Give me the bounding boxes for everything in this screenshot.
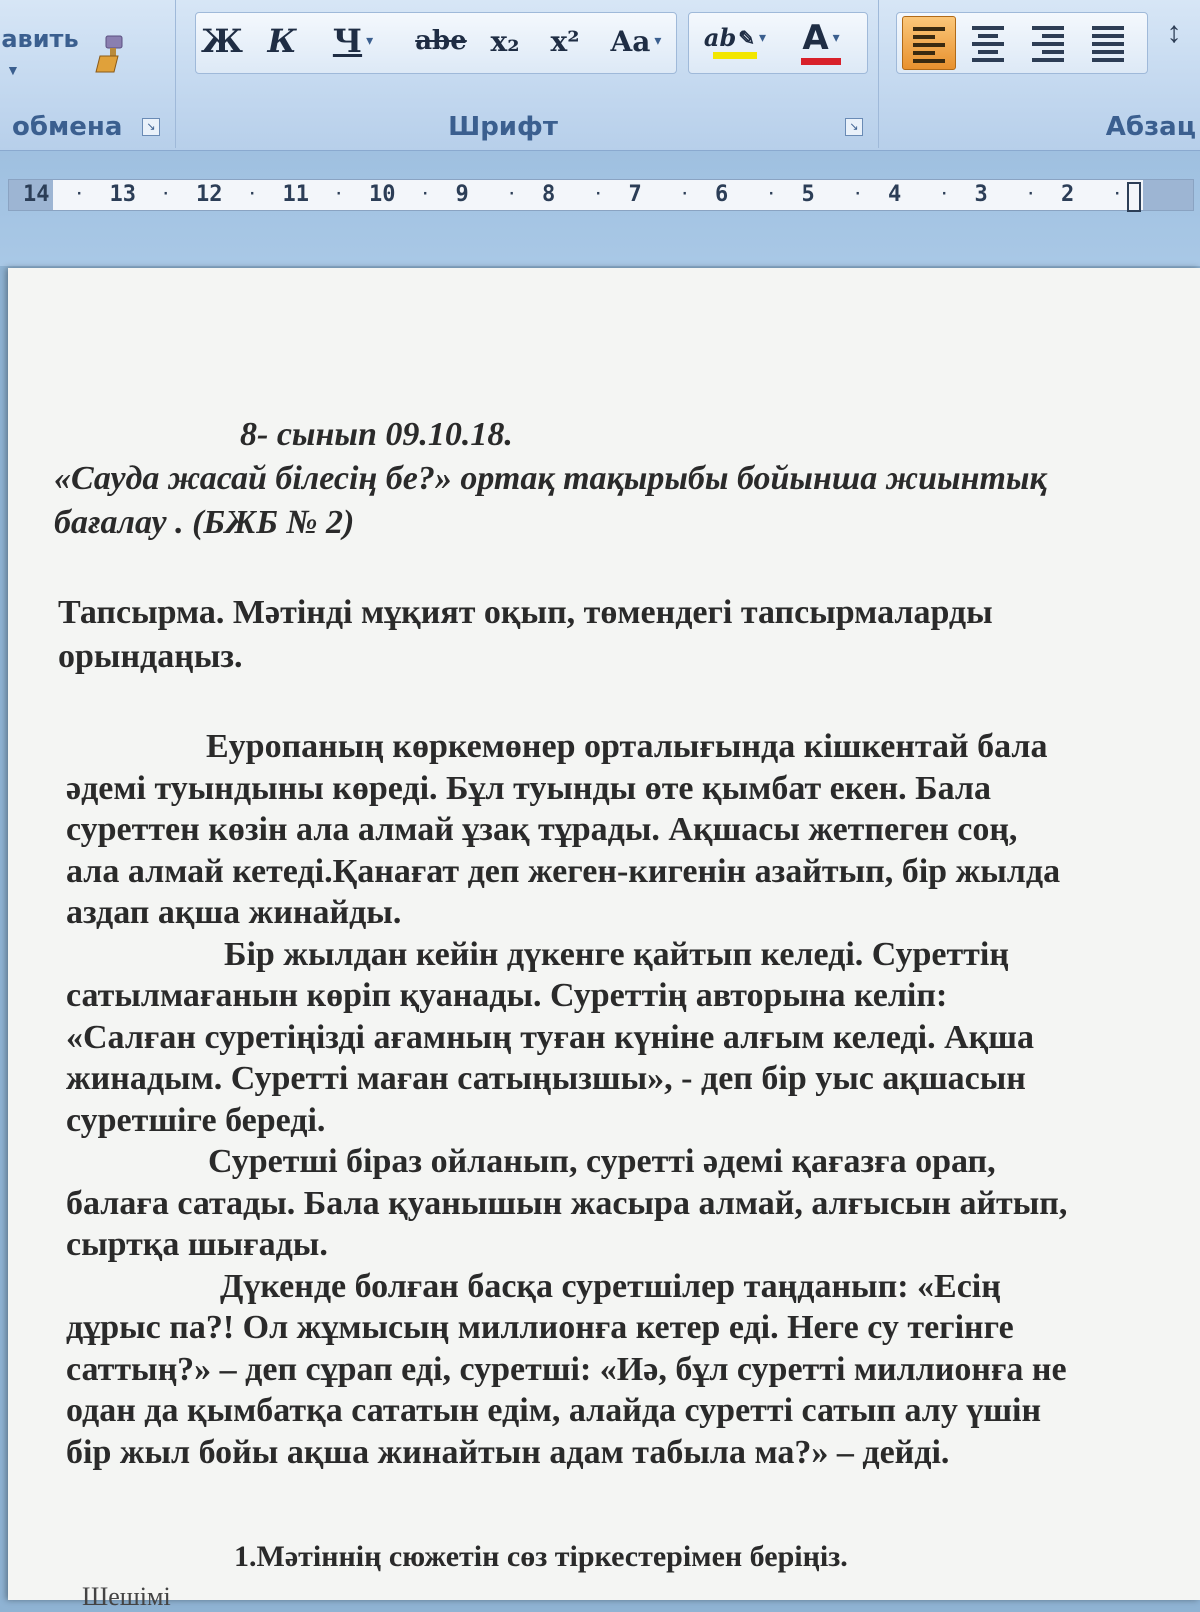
italic-button[interactable]: К: [267, 22, 297, 60]
ruler-tick-label: 12: [196, 182, 223, 207]
subscript-button[interactable]: x₂: [490, 24, 520, 58]
doc-body-line: ала алмай кетеді.Қанағат деп жеген-кигенін азайтып, бір жылда: [66, 852, 1061, 890]
doc-body-line: Бір жылдан кейін дүкенге қайтып келеді. Суреттің: [224, 935, 1009, 973]
highlight-color-swatch: [713, 52, 757, 59]
ruler-tick-label: 4: [888, 182, 902, 207]
doc-body-line: дұрыс па?! Ол жұмысың миллионға кетер еді. Неге су тегінге: [66, 1309, 1014, 1346]
ruler-tick-label: 5: [801, 182, 815, 207]
clipboard-dialog-launcher-icon[interactable]: ↘: [142, 118, 160, 136]
doc-question-1: 1.Мәтіннің сюжетін сөз тіркестерімен беріңіз.: [234, 1540, 848, 1573]
chevron-down-icon[interactable]: ▾: [366, 33, 374, 49]
ruler-minor-tick: ·: [1026, 186, 1035, 202]
ribbon: [0, 0, 1200, 151]
doc-body-line: сыртқа шығады.: [66, 1226, 328, 1263]
align-left-icon[interactable]: [902, 16, 956, 70]
font-color-label: A: [802, 17, 829, 58]
align-center-icon[interactable]: [962, 16, 1014, 68]
doc-body-line: Еуропаның көркемөнер орталығында кішкентай бала: [206, 728, 1048, 765]
ruler-minor-tick: ·: [767, 186, 776, 202]
change-case-button[interactable]: [603, 16, 669, 66]
chevron-down-icon[interactable]: ▾: [654, 33, 662, 49]
ruler-minor-tick: ·: [680, 186, 689, 202]
highlight-button[interactable]: [695, 16, 775, 66]
font-color-swatch: [801, 58, 841, 65]
line-spacing-icon[interactable]: ↕: [1166, 16, 1182, 49]
strikethrough-button[interactable]: abe: [415, 26, 467, 56]
format-painter-icon[interactable]: [92, 34, 126, 74]
highlight-label: ab: [703, 23, 737, 52]
doc-body-line: суреттен көзін ала алмай ұзақ тұрады. Ақшасы жетпеген соң,: [66, 811, 1018, 848]
doc-title-line-1: «Сауда жасай білесің бе?» ортақ тақырыбы бойынша жиынтық: [54, 460, 1047, 497]
ruler-tick-label: 10: [369, 182, 396, 207]
ruler-minor-tick: ·: [1113, 186, 1122, 202]
align-right-icon[interactable]: [1022, 16, 1074, 68]
ruler-minor-tick: ·: [248, 186, 257, 202]
ruler-margin-right: [1143, 180, 1193, 210]
doc-body-line: бір жыл бойы ақша жинайтын адам табыла ма?» – дейді.: [66, 1433, 950, 1471]
paragraph-group-label: Абзац: [1105, 112, 1196, 142]
ruler-minor-tick: ·: [334, 186, 343, 202]
ruler-tick-label: 14: [23, 182, 50, 207]
ruler-tick-label: 7: [628, 182, 642, 207]
doc-task-line-1: Тапсырма. Мәтінді мұқият оқып, төмендегі тапсырмаларды: [58, 594, 993, 631]
ruler-minor-tick: ·: [853, 186, 862, 202]
doc-body-line: «Салған суретіңізді ағамның туған күніне алғым келеді. Ақша: [66, 1018, 1034, 1056]
clipboard-group: [0, 0, 176, 148]
ruler-tick-label: 6: [715, 182, 729, 207]
highlighter-pen-icon: ✎: [738, 25, 756, 50]
paste-label: авить: [1, 25, 79, 53]
chevron-down-icon[interactable]: ▾: [759, 29, 767, 46]
doc-body-line: аздап ақша жинайды.: [66, 894, 402, 931]
clipboard-group-label: обмена: [12, 112, 123, 142]
doc-body-line: одан да қымбатқа сататын едім, алайда суретті сатып алу үшін: [66, 1392, 1042, 1429]
horizontal-ruler[interactable]: [8, 179, 1194, 211]
change-case-label: Aa: [610, 24, 651, 58]
ruler-minor-tick: ·: [421, 186, 430, 202]
font-dialog-launcher-icon[interactable]: ↘: [845, 118, 863, 136]
chevron-down-icon[interactable]: ▾: [832, 29, 840, 46]
doc-body-line: жинадым. Суретті маған сатыңызшы», - деп бір уыс ақшасын: [66, 1060, 1026, 1097]
doc-title-line-2: бағалау . (БЖБ № 2): [54, 504, 355, 541]
justify-icon[interactable]: [1082, 16, 1134, 68]
indent-marker-icon[interactable]: [1127, 182, 1141, 212]
font-group: [183, 0, 879, 148]
font-color-button[interactable]: [783, 16, 859, 66]
doc-body-line: әдемі туындыны көреді. Бұл туынды өте қымбат екен. Бала: [66, 769, 992, 807]
superscript-button[interactable]: x²: [550, 24, 580, 58]
doc-answer-label: Шешімі: [82, 1582, 171, 1611]
ruler-tick-label: 11: [282, 182, 309, 207]
document-page[interactable]: [8, 268, 1200, 1611]
ruler-minor-tick: ·: [161, 186, 170, 202]
paragraph-group: [886, 0, 1200, 148]
paste-button[interactable]: [0, 14, 80, 64]
doc-header-line: 8- сынып 09.10.18.: [240, 416, 513, 453]
doc-body-line: сатылмағанын көріп қуанады. Суреттің авторына келіп:: [66, 977, 948, 1014]
underline-label: Ч: [332, 22, 363, 60]
ruler-minor-tick: ·: [594, 186, 603, 202]
doc-body-line: Суретші біраз ойланып, суретті әдемі қағазға орап,: [208, 1143, 996, 1180]
underline-button[interactable]: [323, 16, 383, 66]
ruler-tick-label: 3: [974, 182, 988, 207]
ruler-tick-label: 13: [109, 182, 136, 207]
paste-dropdown-icon[interactable]: ▼: [6, 62, 20, 78]
doc-task-line-2: орындаңыз.: [58, 638, 243, 675]
ruler-area: [0, 151, 1200, 266]
font-group-label: Шрифт: [448, 112, 558, 142]
doc-body-line: саттың?» – деп сұрап еді, суретші: «Иә, бұл суретті миллионға не: [66, 1350, 1067, 1388]
bold-button[interactable]: Ж: [201, 22, 243, 60]
doc-body-line: балаға сатады. Бала қуанышын жасыра алмай, алғысын айтып,: [66, 1184, 1068, 1222]
doc-body-line: суретшіге береді.: [66, 1101, 326, 1139]
ruler-minor-tick: ·: [75, 186, 84, 202]
ruler-minor-tick: ·: [940, 186, 949, 202]
doc-body-line: Дүкенде болған басқа суретшілер таңданып: «Есің: [220, 1267, 1001, 1305]
ruler-tick-label: 9: [455, 182, 469, 207]
ruler-tick-label: 8: [542, 182, 556, 207]
ruler-minor-tick: ·: [507, 186, 516, 202]
ruler-tick-label: 2: [1061, 182, 1075, 207]
